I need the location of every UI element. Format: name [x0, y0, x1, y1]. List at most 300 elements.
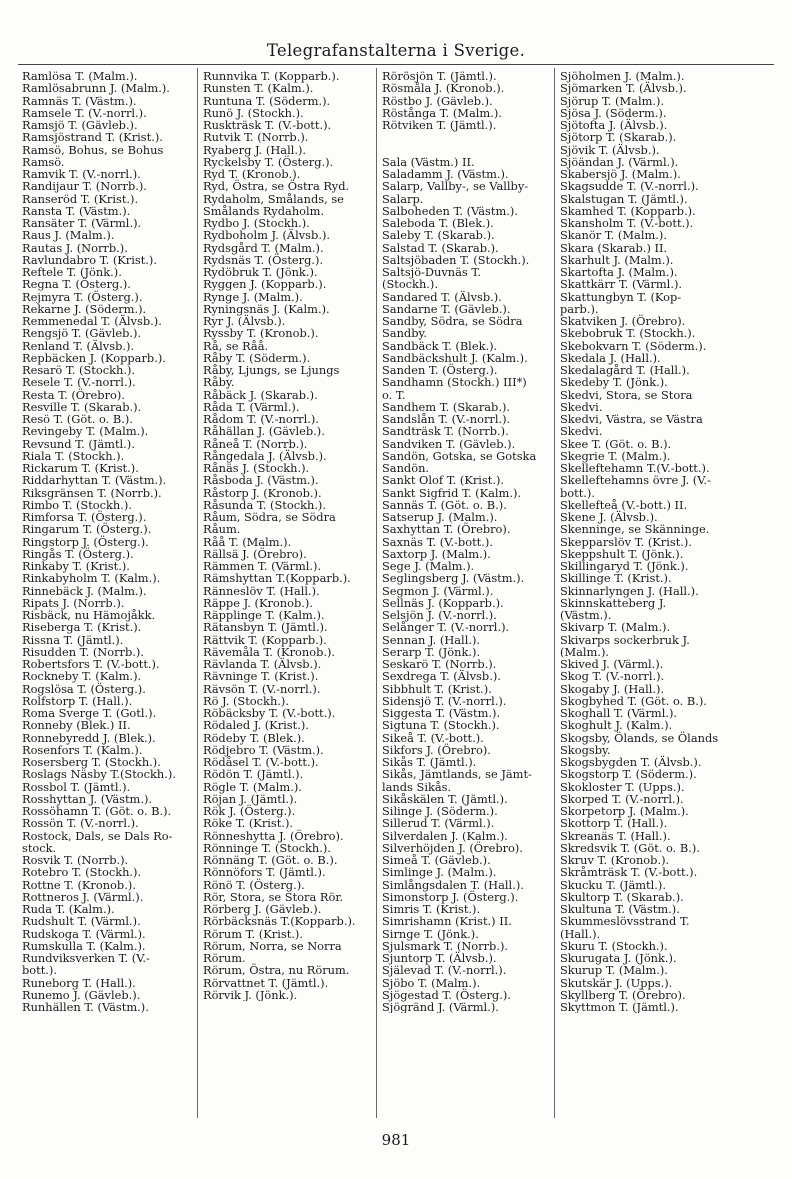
- index-entry: Selånger T. (V.-norrl.).: [382, 620, 510, 635]
- index-entry: Skivarp T. (Malm.).: [560, 620, 671, 635]
- index-entry: Runnvika T. (Kopparb.).: [203, 70, 340, 83]
- index-entry: Rävsön T. (V.-norrl.).: [203, 681, 321, 696]
- index-entry: Sandbäck T. (Blek.).: [382, 338, 498, 353]
- column-4: [560, 70, 738, 1013]
- index-entry: Skagsudde T. (V.-norrl.).: [560, 179, 699, 194]
- index-entry: Skinnarlyngen J. (Hall.).: [560, 583, 699, 598]
- index-entry: Rossöhamn T. (Göt. o. B.).: [22, 804, 172, 818]
- index-entry: Skedvi.: [560, 399, 603, 414]
- index-entry: Skamhed T. (Kopparb.).: [560, 203, 696, 218]
- index-entry: Rögle T. (Malm.).: [203, 779, 302, 794]
- page-number: 981: [381, 1131, 411, 1149]
- index-entry: Rosvik T. (Norrb.).: [22, 853, 129, 867]
- index-entry: Skråmträsk T. (V.-bott.).: [560, 865, 698, 880]
- index-entry: Rörvik J. (Jönk.).: [203, 987, 298, 1001]
- index-entry: Sjösa J. (Söderm.).: [560, 105, 667, 120]
- index-entry: Skyttmon T. (Jämtl.).: [560, 1000, 679, 1014]
- index-entry: Skartofta J. (Malm.).: [560, 265, 678, 279]
- index-entry: Rimforsa T. (Österg.).: [22, 510, 147, 524]
- index-entry: Rök J. (Österg.).: [203, 804, 296, 818]
- index-entry: Ringstorp J. (Österg.).: [22, 534, 149, 549]
- index-entry: Skedvi, Västra, se Västra: [560, 412, 703, 426]
- index-entry: Sandön.: [382, 461, 430, 475]
- index-entry: Resö T. (Göt. o. B.).: [22, 412, 133, 426]
- index-entry: Sjörup T. (Malm.).: [560, 93, 665, 108]
- column-1: [22, 70, 192, 1013]
- index-entry: Sankt Olof T. (Krist.).: [382, 473, 505, 488]
- index-entry: Rydsgård T. (Malm.).: [203, 240, 324, 255]
- index-entry: Sillerud T. (Värml.).: [382, 816, 495, 831]
- index-entry: Smålands Rydaholm.: [203, 203, 325, 218]
- index-entry: Sandträsk T. (Norrb.).: [382, 424, 509, 439]
- index-entry: Sjöholmen J. (Malm.).: [560, 70, 685, 83]
- index-entry: Rämmen T. (Värml.).: [203, 559, 322, 573]
- index-entry: Ryd, Östra, se Östra Ryd.: [203, 179, 350, 194]
- index-entry: Rönneshytta J. (Örebro).: [203, 828, 344, 843]
- index-entry: Rönö T. (Österg.).: [203, 877, 305, 892]
- column-3: [382, 70, 550, 1013]
- index-entry: Röjan J. (Jämtl.).: [203, 791, 298, 806]
- index-entry: Rejmyra T. (Österg.).: [22, 289, 143, 304]
- index-entry: Rödön T. (Jämtl.).: [203, 767, 304, 782]
- index-entry: Skee T. (Göt. o. B.).: [560, 436, 672, 451]
- index-entry: Sigtuna T. (Stockh.).: [382, 718, 500, 733]
- index-entry: Sexdrega T. (Älvsb.).: [382, 669, 501, 684]
- index-entry: (Hall.).: [560, 926, 601, 941]
- index-entry: Rörum, Norra, se Norra: [203, 938, 342, 953]
- index-entry: Ryssby T. (Kronob.).: [203, 326, 319, 341]
- index-entry: Rydboholm J. (Älvsb.).: [203, 228, 331, 243]
- index-entry: Rätansbyn T. (Jämtl.).: [203, 620, 328, 635]
- index-entry: Skurugata J. (Jönk.).: [560, 951, 677, 965]
- index-entry: Rossbol T. (Jämtl.).: [22, 779, 131, 794]
- index-entry: Råby, Ljungs, se Ljungs: [203, 363, 340, 377]
- index-entry: Rumskulla T. (Kalm.).: [22, 938, 146, 953]
- index-entry: Ramvik T. (V.-norrl.).: [22, 167, 141, 181]
- index-entry: Sirnge T. (Jönk.).: [382, 926, 479, 941]
- index-entry: Rönnöfors T. (Jämtl.).: [203, 865, 326, 880]
- index-entry: Rörvattnet T. (Jämtl.).: [203, 975, 329, 990]
- index-entry: Skredsvik T. (Göt. o. B.).: [560, 840, 700, 855]
- index-entry: Rutvik T. (Norrb.).: [203, 130, 309, 145]
- index-entry: Simlångsdalen T. (Hall.).: [382, 877, 524, 892]
- index-entry: Ransta T. (Västm.).: [22, 203, 131, 218]
- index-entry: Rudskoga T. (Värml.).: [22, 926, 146, 941]
- index-entry: Skillingaryd T. (Jönk.).: [560, 559, 689, 573]
- index-entry: Rävninge T. (Krist.).: [203, 669, 319, 684]
- index-entry: Skelleftehamns övre J. (V.-: [560, 473, 711, 488]
- index-entry: Sjömarken T. (Älvsb.).: [560, 81, 687, 96]
- index-entry: Sandby.: [382, 326, 428, 341]
- index-entry: Skeppshult T. (Jönk.).: [560, 546, 684, 561]
- column-divider: [376, 68, 377, 1118]
- header-rule: [18, 64, 774, 65]
- index-entry: Skene J. (Älvsb.).: [560, 510, 658, 524]
- page-header: Telegrafanstalterna i Sverige.: [266, 41, 526, 60]
- index-entry: (Malm.).: [560, 644, 610, 659]
- index-entry: Sidensjö T. (V.-norrl.).: [382, 693, 507, 708]
- index-entry: Saxhyttan T. (Örebro).: [382, 522, 511, 537]
- index-entry: Roslags Näsby T.(Stockh.).: [22, 767, 176, 782]
- index-entry: Röstbo J. (Gävleb.).: [382, 93, 493, 108]
- index-entry: Röke T. (Krist.).: [203, 816, 294, 831]
- index-entry: Repbäcken J. (Kopparb.).: [22, 350, 166, 365]
- index-entry: [382, 144, 550, 156]
- index-entry: Sibbhult T. (Krist.).: [382, 681, 492, 696]
- index-entry: Rönninge T. (Stockh.).: [203, 840, 331, 855]
- index-entry: Ramsjöstrand T. (Krist.).: [22, 130, 163, 145]
- index-entry: Skinnskatteberg J.: [560, 595, 667, 610]
- index-entry: Risbäck, nu Hämojåkk.: [22, 608, 156, 622]
- index-entry: Satserup J. (Malm.).: [382, 510, 498, 524]
- index-entry: Sala (Västm.) II.: [382, 154, 475, 169]
- index-entry: stock.: [22, 840, 57, 855]
- index-entry: Silverhöjden J. (Örebro).: [382, 840, 523, 855]
- index-entry: Skorpetorp J. (Malm.).: [560, 804, 689, 818]
- index-entry: Skurup T. (Malm.).: [560, 963, 668, 978]
- index-entry: Ransäter T. (Värml.).: [22, 216, 142, 230]
- index-entry: Rör, Stora, se Stora Rör.: [203, 889, 344, 904]
- index-entry: Ryggen J. (Kopparb.).: [203, 277, 327, 292]
- index-entry: Rickarum T. (Krist.).: [22, 461, 139, 475]
- index-entry: Skatviken J. (Örebro).: [560, 314, 686, 328]
- index-entry: Saltsjöbaden T. (Stockh.).: [382, 252, 530, 267]
- index-entry: Skedalagård T. (Hall.).: [560, 363, 690, 377]
- index-entry: Runhällen T. (Västm.).: [22, 1000, 149, 1014]
- index-entry: Ryckelsby T. (Österg.).: [203, 154, 334, 169]
- index-entry: Rämshyttan T.(Kopparb.).: [203, 571, 351, 586]
- index-entry: Saxnäs T. (V.-bott.).: [382, 534, 493, 549]
- index-entry: bott.).: [560, 485, 595, 500]
- index-entry: Ränneslöv T. (Hall.).: [203, 583, 320, 598]
- index-entry: Skegrie T. (Malm.).: [560, 448, 671, 463]
- index-entry: Rörbäcksnäs T.(Kopparb.).: [203, 914, 356, 929]
- index-entry: Skogbyhed T. (Göt. o. B.).: [560, 693, 707, 708]
- index-entry: Ryaberg J. (Hall.).: [203, 142, 307, 157]
- index-entry: Sjövik T. (Älvsb.).: [560, 142, 660, 157]
- index-entry: Sjöbo T. (Malm.).: [382, 975, 481, 990]
- index-entry: Skummeslövsstrand T.: [560, 914, 690, 929]
- index-entry: Skivarps sockerbruk J.: [560, 632, 690, 647]
- index-entry: (Stockh.).: [382, 277, 438, 292]
- index-entry: Salarp.: [382, 191, 424, 206]
- index-entry: Råstorp J. (Kronob.).: [203, 485, 322, 500]
- index-entry: Serarp T. (Jönk.).: [382, 644, 481, 659]
- index-entry: Rönnäng T. (Göt. o. B.).: [203, 853, 338, 867]
- index-entry: Skattungbyn T. (Kop-: [560, 289, 682, 304]
- index-entry: Sjötorp T. (Skarab.).: [560, 130, 677, 145]
- index-entry: Råum.: [203, 522, 241, 537]
- index-entry: Sennan J. (Hall.).: [382, 632, 481, 647]
- index-entry: Råå T. (Malm.).: [203, 534, 292, 549]
- index-entry: Siggesta T. (Västm.).: [382, 706, 501, 720]
- index-entry: Skokloster T. (Upps.).: [560, 779, 685, 794]
- index-entry: Råda T. (Värml.).: [203, 399, 300, 414]
- index-entry: Reftele T. (Jönk.).: [22, 265, 122, 279]
- index-entry: Skogstorp T. (Söderm.).: [560, 767, 697, 782]
- index-entry: Sandhem T. (Skarab.).: [382, 399, 511, 414]
- index-entry: Saladamm J. (Västm.).: [382, 167, 509, 181]
- index-entry: Skarhult J. (Malm.).: [560, 252, 674, 267]
- index-entry: Rissna T. (Jämtl.).: [22, 632, 124, 647]
- index-entry: Sjuntorp T. (Älvsb.).: [382, 951, 497, 965]
- index-entry: Rostock, Dals, se Dals Ro-: [22, 828, 173, 843]
- index-entry: Rydbo J. (Stockh.).: [203, 216, 310, 230]
- index-entry: Räppe J. (Kronob.).: [203, 595, 313, 610]
- index-entry: Rinnebäck J. (Malm.).: [22, 583, 147, 598]
- index-entry: Skattkärr T. (Värml.).: [560, 277, 683, 292]
- index-entry: Sankt Sigfrid T. (Kalm.).: [382, 485, 522, 500]
- index-entry: Rötviken T. (Jämtl.).: [382, 118, 497, 132]
- index-entry: Rösmåla J. (Kronob.).: [382, 81, 505, 96]
- index-entry: Själevad T. (V.-norrl.).: [382, 963, 507, 978]
- index-entry: Råneå T. (Norrb.).: [203, 436, 308, 451]
- index-entry: Rinkabyholm T. (Kalm.).: [22, 571, 161, 586]
- index-entry: Riseberga T. (Krist.).: [22, 620, 142, 635]
- index-entry: Skogsby.: [560, 742, 611, 757]
- index-entry: Rävemåla T. (Kronob.).: [203, 644, 336, 659]
- index-entry: Skedvi.: [560, 424, 603, 439]
- index-entry: Sjögränd J. (Värml.).: [382, 1000, 499, 1014]
- index-entry: Ryd T. (Kronob.).: [203, 167, 301, 181]
- index-entry: Rolfstorp T. (Hall.).: [22, 693, 133, 708]
- index-entry: Runtuna T. (Söderm.).: [203, 93, 331, 108]
- index-entry: Runemo J. (Gävleb.).: [22, 987, 141, 1002]
- index-entry: Skruv T. (Kronob.).: [560, 853, 670, 867]
- index-entry: Rödjebro T. (Västm.).: [203, 742, 324, 757]
- index-entry: Riala T. (Stockh.).: [22, 448, 125, 463]
- index-entry: Rödeby T. (Blek.).: [203, 730, 305, 745]
- index-entry: Ripats J. (Norrb.).: [22, 595, 125, 610]
- index-entry: Riksgränsen T. (Norrb.).: [22, 485, 162, 500]
- index-entry: Skelleftehamn T.(V.-bott.).: [560, 461, 710, 475]
- index-entry: Skogsby, Ölands, se Ölands: [560, 730, 719, 745]
- index-entry: Rörberg J. (Gävleb.).: [203, 902, 322, 916]
- index-entry: Skived J. (Värml.).: [560, 657, 664, 671]
- index-entry: Skottorp T. (Hall.).: [560, 816, 668, 831]
- index-entry: Ringarum T. (Österg.).: [22, 522, 152, 537]
- index-entry: Salarp, Vallby-, se Vallby-: [382, 179, 529, 194]
- index-entry: Rättvik T. (Kopparb.).: [203, 632, 327, 647]
- index-entry: [382, 131, 550, 143]
- index-entry: Sjögestad T. (Österg.).: [382, 987, 511, 1002]
- index-entry: Ramsele T. (V.-norrl.).: [22, 105, 147, 120]
- index-entry: Ruda T. (Kalm.).: [22, 902, 115, 916]
- index-entry: Skreanäs T. (Hall.).: [560, 828, 671, 843]
- index-entry: Skellefteå (V.-bott.) II.: [560, 497, 688, 512]
- index-entry: Röstånga T. (Malm.).: [382, 105, 502, 120]
- index-entry: Rottne T. (Kronob.).: [22, 877, 136, 892]
- index-entry: Seskarö T. (Norrb.).: [382, 657, 497, 671]
- index-entry: Saleby T. (Skarab.).: [382, 228, 495, 243]
- index-entry: Simeå T. (Gävleb.).: [382, 853, 491, 867]
- index-entry: Saxtorp J. (Malm.).: [382, 546, 491, 561]
- index-entry: Silinge J. (Söderm.).: [382, 804, 498, 818]
- index-entry: Seglingsberg J. (Västm.).: [382, 571, 525, 586]
- index-entry: Sandbäckshult J. (Kalm.).: [382, 350, 528, 365]
- index-entry: Sjulsmark T. (Norrb.).: [382, 938, 509, 953]
- index-entry: Rörum T. (Krist.).: [203, 926, 303, 941]
- index-entry: Robertsfors T. (V.-bott.).: [22, 657, 160, 671]
- index-entry: Riddarhyttan T. (Västm.).: [22, 473, 167, 488]
- index-entry: Rinkaby T. (Krist.).: [22, 559, 130, 573]
- column-2: [203, 70, 369, 1001]
- index-entry: Resarö T. (Stockh.).: [22, 363, 136, 377]
- index-entry: Revsund T. (Jämtl.).: [22, 436, 135, 451]
- index-entry: Ronneby (Blek.) II.: [22, 718, 131, 733]
- index-entry: Simlinge J. (Malm.).: [382, 865, 497, 880]
- index-entry: Segmon J. (Värml.).: [382, 583, 494, 598]
- index-entry: Rautas J. (Norrb.).: [22, 240, 128, 255]
- index-entry: Råby.: [203, 375, 235, 390]
- index-entry: Skoghall T. (Värml.).: [560, 706, 678, 720]
- index-entry: Rossön T. (V.-norrl.).: [22, 816, 139, 831]
- index-entry: Ryningsnäs J. (Kalm.).: [203, 301, 330, 316]
- index-entry: Skebokvarn T. (Söderm.).: [560, 338, 707, 353]
- index-entry: Ramsjö T. (Gävleb.).: [22, 118, 138, 132]
- index-entry: Råsunda T. (Stockh.).: [203, 497, 326, 512]
- index-entry: Skultorp T. (Skarab.).: [560, 889, 684, 904]
- index-entry: lands Sikås.: [382, 779, 452, 794]
- index-entry: Skedeby T. (Jönk.).: [560, 375, 668, 390]
- index-entry: parb.).: [560, 301, 599, 316]
- index-entry: Roma Sverge T. (Gotl.).: [22, 706, 157, 720]
- index-entry: Rogslösa T. (Österg.).: [22, 681, 146, 696]
- index-entry: Rengsjö T. (Gävleb.).: [22, 326, 142, 341]
- index-entry: Rödaled J. (Krist.).: [203, 718, 309, 733]
- index-entry: Skebobruk T. (Stockh.).: [560, 326, 696, 341]
- index-entry: Sellnäs J. (Kopparb.).: [382, 595, 504, 610]
- index-entry: Rimbo T. (Stockh.).: [22, 497, 132, 512]
- index-entry: Runö J. (Stockh.).: [203, 105, 304, 120]
- index-entry: Rockneby T. (Kalm.).: [22, 669, 142, 684]
- index-entry: Råby T. (Söderm.).: [203, 350, 311, 365]
- index-entry: Skorped T. (V.-norrl.).: [560, 791, 684, 806]
- index-entry: Skoghult J. (Kalm.).: [560, 718, 673, 733]
- index-entry: Resville T. (Skarab.).: [22, 399, 142, 414]
- index-entry: Sandhamn (Stockh.) III*): [382, 375, 527, 390]
- index-entry: Ramsö.: [22, 154, 65, 169]
- index-entry: Rådom T. (V.-norrl.).: [203, 412, 319, 426]
- index-entry: Sandarne T. (Gävleb.).: [382, 301, 511, 316]
- index-entry: Röbäcksby T. (V.-bott.).: [203, 706, 336, 720]
- index-entry: Rydaholm, Smålands, se: [203, 191, 344, 206]
- index-entry: Rottneros J. (Värml.).: [22, 889, 144, 904]
- index-entry: Skedvi, Stora, se Stora: [560, 387, 693, 402]
- index-entry: Ramlösa T. (Malm.).: [22, 70, 138, 83]
- index-entry: Revingeby T. (Malm.).: [22, 424, 149, 439]
- index-entry: Skara (Skarab.) II.: [560, 240, 668, 255]
- index-entry: Rävlanda T. (Älvsb.).: [203, 657, 322, 671]
- index-entry: Rydöbruk T. (Jönk.).: [203, 265, 318, 279]
- index-entry: Rödåsel T. (V.-bott.).: [203, 755, 319, 769]
- index-entry: Skabersjö J. (Malm.).: [560, 167, 681, 181]
- index-entry: Ronnebyredd J. (Blek.).: [22, 730, 156, 745]
- index-entry: Rällsä J. (Örebro).: [203, 546, 307, 561]
- index-entry: Rångedala J. (Älvsb.).: [203, 448, 327, 463]
- index-entry: Råhällan J. (Gävleb.).: [203, 424, 325, 439]
- index-entry: Saleboda T. (Blek.).: [382, 216, 494, 230]
- index-entry: Runsten T. (Kalm.).: [203, 81, 314, 96]
- index-entry: Sandön, Gotska, se Gotska: [382, 448, 537, 463]
- index-entry: Sjötofta J. (Älvsb.).: [560, 118, 668, 132]
- index-entry: Ramnäs T. (Västm.).: [22, 93, 137, 108]
- index-entry: Ringås T. (Österg.).: [22, 546, 134, 561]
- index-entry: bott.).: [22, 963, 57, 978]
- index-entry: Ranseröd T. (Krist.).: [22, 191, 139, 206]
- index-entry: Rörum, Östra, nu Rörum.: [203, 963, 350, 978]
- index-entry: Ramsö, Bohus, se Bohus: [22, 142, 164, 157]
- index-entry: Simonstorp J. (Österg.).: [382, 889, 519, 904]
- index-entry: Sannäs T. (Göt. o. B.).: [382, 497, 507, 512]
- index-entry: Simrishamn (Krist.) II.: [382, 914, 512, 929]
- index-entry: (Västm.).: [560, 608, 612, 622]
- index-entry: Rydsnäs T. (Österg.).: [203, 252, 324, 267]
- index-entry: Rosenfors T. (Kalm.).: [22, 742, 143, 757]
- index-entry: Skog T. (V.-norrl.).: [560, 669, 665, 684]
- index-entry: Ramlösabrunn J. (Malm.).: [22, 81, 170, 96]
- index-entry: Resele T. (V.-norrl.).: [22, 375, 136, 390]
- index-entry: Skogsbygden T. (Älvsb.).: [560, 755, 702, 769]
- index-entry: Renland T. (Älvsb.).: [22, 338, 135, 353]
- index-entry: Raus J. (Malm.).: [22, 228, 115, 243]
- index-entry: Selsjön J. (V.-norrl.).: [382, 608, 497, 622]
- index-entry: Saltsjö-Duvnäs T.: [382, 265, 481, 279]
- index-entry: Skansholm T. (V.-bott.).: [560, 216, 694, 230]
- index-entry: Sikåskälen T. (Jämtl.).: [382, 791, 508, 806]
- column-divider: [197, 68, 198, 1118]
- index-entry: Ruskträsk T. (V.-bott.).: [203, 118, 332, 132]
- index-entry: Risudden T. (Norrb.).: [22, 644, 144, 659]
- index-entry: Salstad T. (Skarab.).: [382, 240, 499, 255]
- index-entry: Skuru T. (Stockh.).: [560, 938, 668, 953]
- index-entry: Sikfors J. (Örebro).: [382, 742, 491, 757]
- index-entry: Silverdalen J. (Kalm.).: [382, 828, 508, 843]
- index-entry: Sikås T. (Jämtl.).: [382, 755, 477, 769]
- index-entry: Simris T. (Krist.).: [382, 902, 481, 916]
- column-divider: [554, 68, 555, 1118]
- index-entry: Råbäck J. (Skarab.).: [203, 387, 318, 402]
- index-entry: Sikås, Jämtlands, se Jämt-: [382, 767, 532, 782]
- index-entry: Sandby, Södra, se Södra: [382, 314, 523, 328]
- index-entry: Remmenedal T. (Älvsb.).: [22, 314, 162, 328]
- index-entry: Ravlundabro T. (Krist.).: [22, 252, 157, 267]
- index-entry: Skalstugan T. (Jämtl.).: [560, 191, 688, 206]
- index-entry: Skenninge, se Skänninge.: [560, 522, 710, 537]
- index-entry: Resta T. (Örebro).: [22, 387, 125, 402]
- index-entry: Runeborg T. (Hall.).: [22, 975, 136, 990]
- index-entry: Salboheden T. (Västm.).: [382, 203, 518, 218]
- index-entry: Rö J. (Stockh.).: [203, 693, 289, 708]
- index-entry: Sandslån T. (V.-norrl.).: [382, 412, 511, 426]
- index-entry: Skucku T. (Jämtl.).: [560, 877, 666, 892]
- index-entry: Skogaby J. (Hall.).: [560, 681, 665, 696]
- index-entry: Rynge J. (Malm.).: [203, 289, 303, 304]
- index-entry: Skillinge T. (Krist.).: [560, 571, 672, 586]
- index-entry: Rörum.: [203, 951, 246, 965]
- index-entry: Sandviken T. (Gävleb.).: [382, 436, 516, 451]
- index-entry: Rekarne J. (Söderm.).: [22, 301, 147, 316]
- index-entry: Randijaur T. (Norrb.).: [22, 179, 147, 194]
- index-entry: Rotebro T. (Stockh.).: [22, 865, 142, 880]
- index-entry: Råsboda J. (Västm.).: [203, 473, 319, 488]
- index-entry: Sanden T. (Österg.).: [382, 363, 498, 377]
- index-entry: Rundviksverken T. (V.-: [22, 951, 150, 965]
- index-entry: Ryr J. (Älvsb.).: [203, 314, 286, 328]
- index-entry: Skutskär J. (Upps.).: [560, 975, 673, 990]
- index-entry: Råum, Södra, se Södra: [203, 510, 336, 524]
- index-entry: Sjöändan J. (Värml.).: [560, 154, 679, 169]
